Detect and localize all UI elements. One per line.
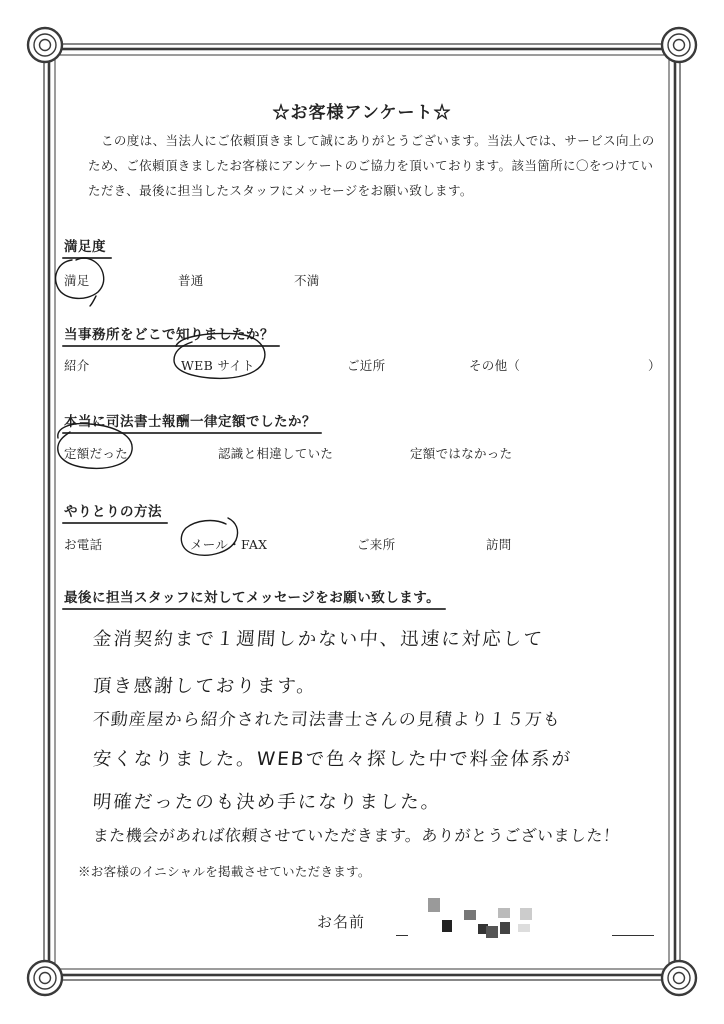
option-neighborhood[interactable]: ご近所 [347, 358, 386, 373]
redacted-name-mosaic [428, 896, 532, 940]
initials-note: ※お客様のイニシャルを掲載させていただきます。 [78, 864, 371, 879]
section-title-satisfaction: 満足度 [64, 235, 106, 255]
option-visit-office[interactable]: ご来所 [357, 537, 396, 552]
survey-title: ☆お客様アンケート☆ [272, 103, 452, 123]
corner-ornament-bottom-left [28, 961, 62, 995]
corner-ornament-bottom-right [662, 961, 696, 995]
option-other-close: ） [648, 358, 661, 373]
corner-ornament-top-left [28, 28, 62, 62]
option-satisfied[interactable]: 満足 [64, 273, 90, 288]
intro-paragraph: この度は、当法人にご依頼頂きまして誠にありがとうございます。当法人では、サービス向上のため、ご依頼頂きましたお客様にアンケートのご協力を頂いております。該当箇所に〇をつけていただき、最後に担当したスタッフにメッセージをお願い致します。 [88, 133, 655, 198]
option-home-visit[interactable]: 訪問 [486, 537, 512, 552]
message-line: 明確だったのも決め手になりました。 [92, 792, 443, 813]
message-line: 頂き感謝しております。 [92, 676, 318, 697]
corner-ornament-top-right [662, 28, 696, 62]
section-title-source: 当事務所をどこで知りましたか？ [64, 323, 274, 343]
name-underline-right [612, 935, 654, 936]
option-mail-fax[interactable]: メール・FAX [190, 537, 268, 552]
option-not-fixed[interactable]: 定額ではなかった [410, 446, 513, 461]
option-fixed-fee[interactable]: 定額だった [64, 446, 129, 461]
section-title-message: 最後に担当スタッフに対してメッセージをお願い致します。 [64, 586, 440, 606]
message-line: 不動産屋から紹介された司法書士さんの見積より１５万も [92, 710, 562, 730]
message-line: 金消契約まで１週間しかない中、迅速に対応して [92, 629, 545, 650]
message-line: 安くなりました。WEBで色々探した中で料金体系が [92, 749, 573, 770]
section-title-fee: 本当に司法書士報酬一律定額でしたか？ [64, 410, 316, 430]
name-label: お名前 [317, 913, 366, 931]
option-other[interactable]: その他（ [469, 358, 521, 373]
message-line: また機会があれば依頼させていただきます。ありがとうございました！ [92, 826, 621, 845]
option-website[interactable]: WEB サイト [181, 358, 255, 373]
name-underline-left [396, 935, 408, 936]
option-average[interactable]: 普通 [178, 273, 204, 288]
option-phone[interactable]: お電話 [64, 537, 103, 552]
section-title-contact: やりとりの方法 [64, 500, 162, 520]
option-referral[interactable]: 紹介 [64, 358, 90, 373]
option-different[interactable]: 認識と相違していた [218, 446, 334, 461]
option-dissatisfied[interactable]: 不満 [294, 273, 320, 288]
